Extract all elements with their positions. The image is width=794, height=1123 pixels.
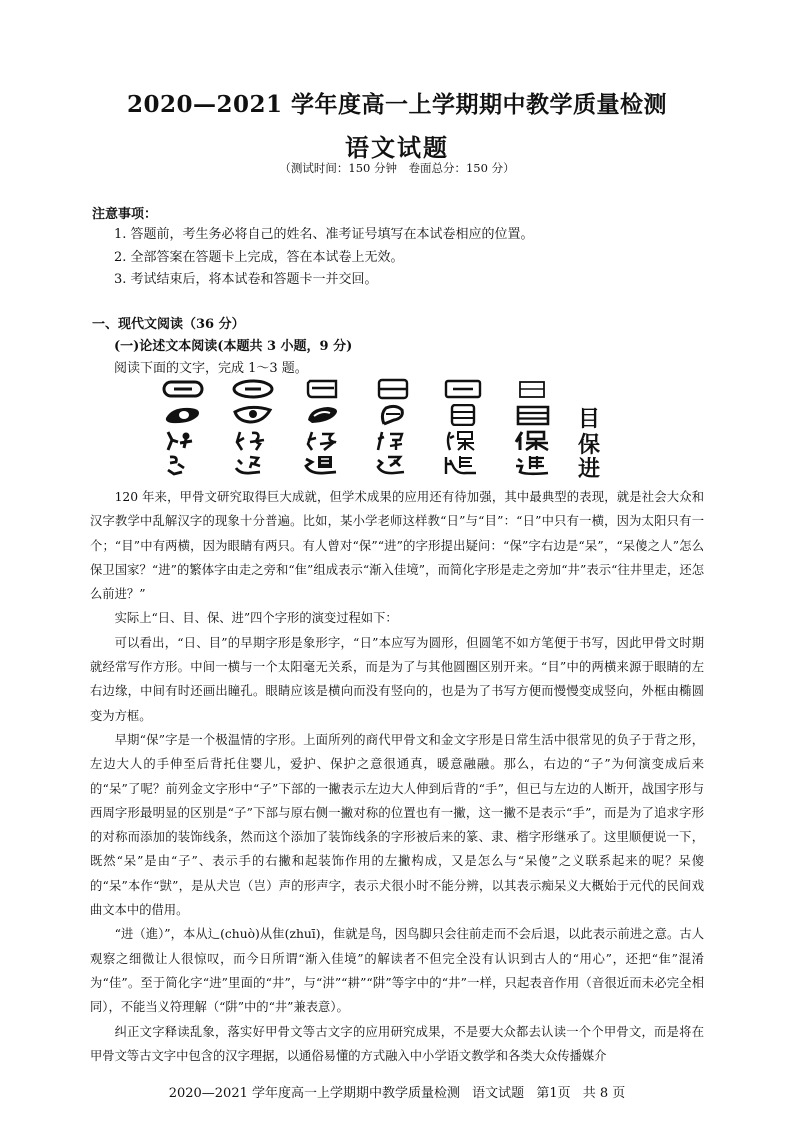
exam-title: 2020—2021 学年度高一上学期期中教学质量检测 [126, 91, 668, 118]
passage-paragraph: 早期“保”字是一个极温情的字形。上面所列的商代甲骨文和金文字形是日常生活中很常见的负子于背之形，左边大人的手伸至后背托住婴儿，爱护、保护之意很通真，暖意融融。那么，右边的“子”为何演变成后来的“呆”了呢？前列金文字形中“子”下部的一撇表示左边大人伸到后背的“手”，但已与左边的人断开，战国字形与西周字形最明显的区别是“子”下部与原右侧一撇对称的位置也有一撇，这一撇不是表示“手”，而是为了追求字形的对称而添加的装饰线条，然而这个添加了装饰线条的字形被后来的篆、隶、楷字形继承了。这里顺便说一下，既然“呆”是由“子”、表示手的右撇和起装饰作用的左撇构成，又是怎么与“呆傻”之义联系起来的呢？呆傻的“呆”本作“獃”，是从犬岂（岂）声的形声字，表示犬很小时不能分辨，以其表示痴呆义大概始于元代的民间戏曲文本中的借用。 [90, 732, 704, 918]
jin-oracle-2-icon [230, 454, 276, 476]
footer-subject: 语文试题 [472, 1086, 525, 1101]
reading-passage [90, 485, 704, 1068]
passage-paragraph: 实际上“日、目、保、进”四个字形的演变过程如下： [114, 611, 398, 626]
page-footer [0, 1082, 794, 1101]
jin-seal-icon [440, 454, 486, 476]
notice-item: 3. 考试结束后，将本试卷和答题卡一并交回。 [114, 272, 378, 287]
bao-seal-icon [440, 430, 486, 452]
jin-clerical-icon [510, 454, 556, 476]
passage-paragraph: 120 年来，甲骨文研究取得巨大成就，但学术成果的应用还有待加强，其中最典型的表现，就是社会大众和汉字教学中乱解汉字的现象十分普遍。比如，某小学老师这样教“日”与“目”：“日”中只有一横，因为太阳只有一个；“目”中有两横，因为眼睛有两只。有人曾对“保”“进”的字形提出疑问：“保”字右边是“呆”，“呆傻之人”怎么保卫国家？“进”的繁体字由走之旁和“隹”组成表示“渐入佳境”，而简化字形是走之旁加“井”表示“往井里走，还怎么前进？” [90, 490, 704, 602]
notice-item: 2. 全部答案在答题卡上完成，答在本试卷上无效。 [114, 250, 404, 265]
mu-bronze-2-icon [370, 404, 416, 426]
bao-oracle-2-icon [230, 430, 276, 452]
glyph-row-jin [160, 454, 630, 482]
mu-clerical-icon [510, 404, 556, 426]
modern-char-bao: 保 [578, 432, 601, 458]
exam-subject: 语文试题 [345, 133, 449, 162]
notice-item: 1. 答题前，考生务必将自己的姓名、准考证号填写在本试卷相应的位置。 [114, 227, 534, 242]
passage-paragraph: 纠正文字释读乱象，落实好甲骨文等古文字的应用研究成果，不是要大众都去认读一个个甲骨文，而是将在甲骨文等古文字中包含的汉字理据，以通俗易懂的方式融入中小学语文教学和各类大众传播媒介 [90, 1024, 704, 1063]
jin-bronze-1-icon [300, 454, 346, 476]
modern-char-mu: 目 [578, 406, 601, 432]
jin-bronze-2-icon [370, 454, 416, 476]
footer-page-number: 第1页 [536, 1086, 571, 1101]
ri-oracle-1-icon [160, 378, 206, 400]
glyph-row-ri [160, 378, 630, 400]
mu-bronze-1-icon [300, 404, 346, 426]
glyph-evolution-figure [160, 376, 630, 482]
ri-clerical-icon [510, 378, 556, 400]
glyph-row-bao [160, 430, 630, 458]
section-instruction: 阅读下面的文字，完成 1～3 题。 [114, 361, 308, 376]
ri-bronze-1-icon [300, 378, 346, 400]
mu-oracle-1-icon [160, 404, 206, 426]
section-heading: 一、现代文阅读（36 分） [92, 317, 245, 332]
jin-oracle-1-icon [160, 454, 206, 476]
bao-bronze-2-icon [370, 430, 416, 452]
footer-title: 2020—2021 学年度高一上学期期中教学质量检测 [168, 1086, 461, 1101]
glyph-row-mu [160, 404, 630, 432]
mu-seal-icon [440, 404, 486, 426]
footer-page-total: 共 8 页 [582, 1086, 626, 1101]
modern-char-jin: 进 [578, 456, 601, 482]
passage-paragraph: 可以看出，“日、目”的早期字形是象形字，“日”本应写为圆形，但圆笔不如方笔便于书写，因此甲骨文时期就经常写作方形。中间一横与一个太阳毫无关系，而是为了与其他圆圈区别开来。“目”中的两横来源于眼睛的左右边缘，中间有时还画出瞳孔。眼睛应该是横向而没有竖向的，也是为了书写方便而慢慢变成竖向，外框由椭圆变为方框。 [90, 635, 704, 723]
bao-oracle-1-icon [160, 430, 206, 452]
ri-seal-icon [440, 378, 486, 400]
notice-heading: 注意事项： [92, 207, 158, 222]
mu-oracle-2-icon [230, 404, 276, 426]
bao-bronze-1-icon [300, 430, 346, 452]
ri-oracle-2-icon [230, 378, 276, 400]
passage-paragraph: “进（進）”，本从辶(chuò)从隹(zhuī)，隹就是鸟，因鸟脚只会往前走而不会后退，以此表示前进之意。古人观察之细微让人很惊叹，而今日所谓“渐入佳境”的解读者不但完全没有认识到古人的“用心”，还把“隹”混淆为“佳”。至于简化字“进”里面的“井”，与“汫”“耕”“阱”等字中的“井”一样，只起表音作用（音很近而未必完全相同），不能当义符理解（“阱”中的“井”兼表意）。 [90, 927, 704, 1015]
ri-bronze-2-icon [370, 378, 416, 400]
bao-clerical-icon [510, 430, 556, 452]
section-subheading: (一)论述文本阅读(本题共 3 小题，9 分) [114, 339, 353, 354]
exam-time-info: （测试时间：150 分钟 卷面总分：150 分） [279, 161, 515, 175]
